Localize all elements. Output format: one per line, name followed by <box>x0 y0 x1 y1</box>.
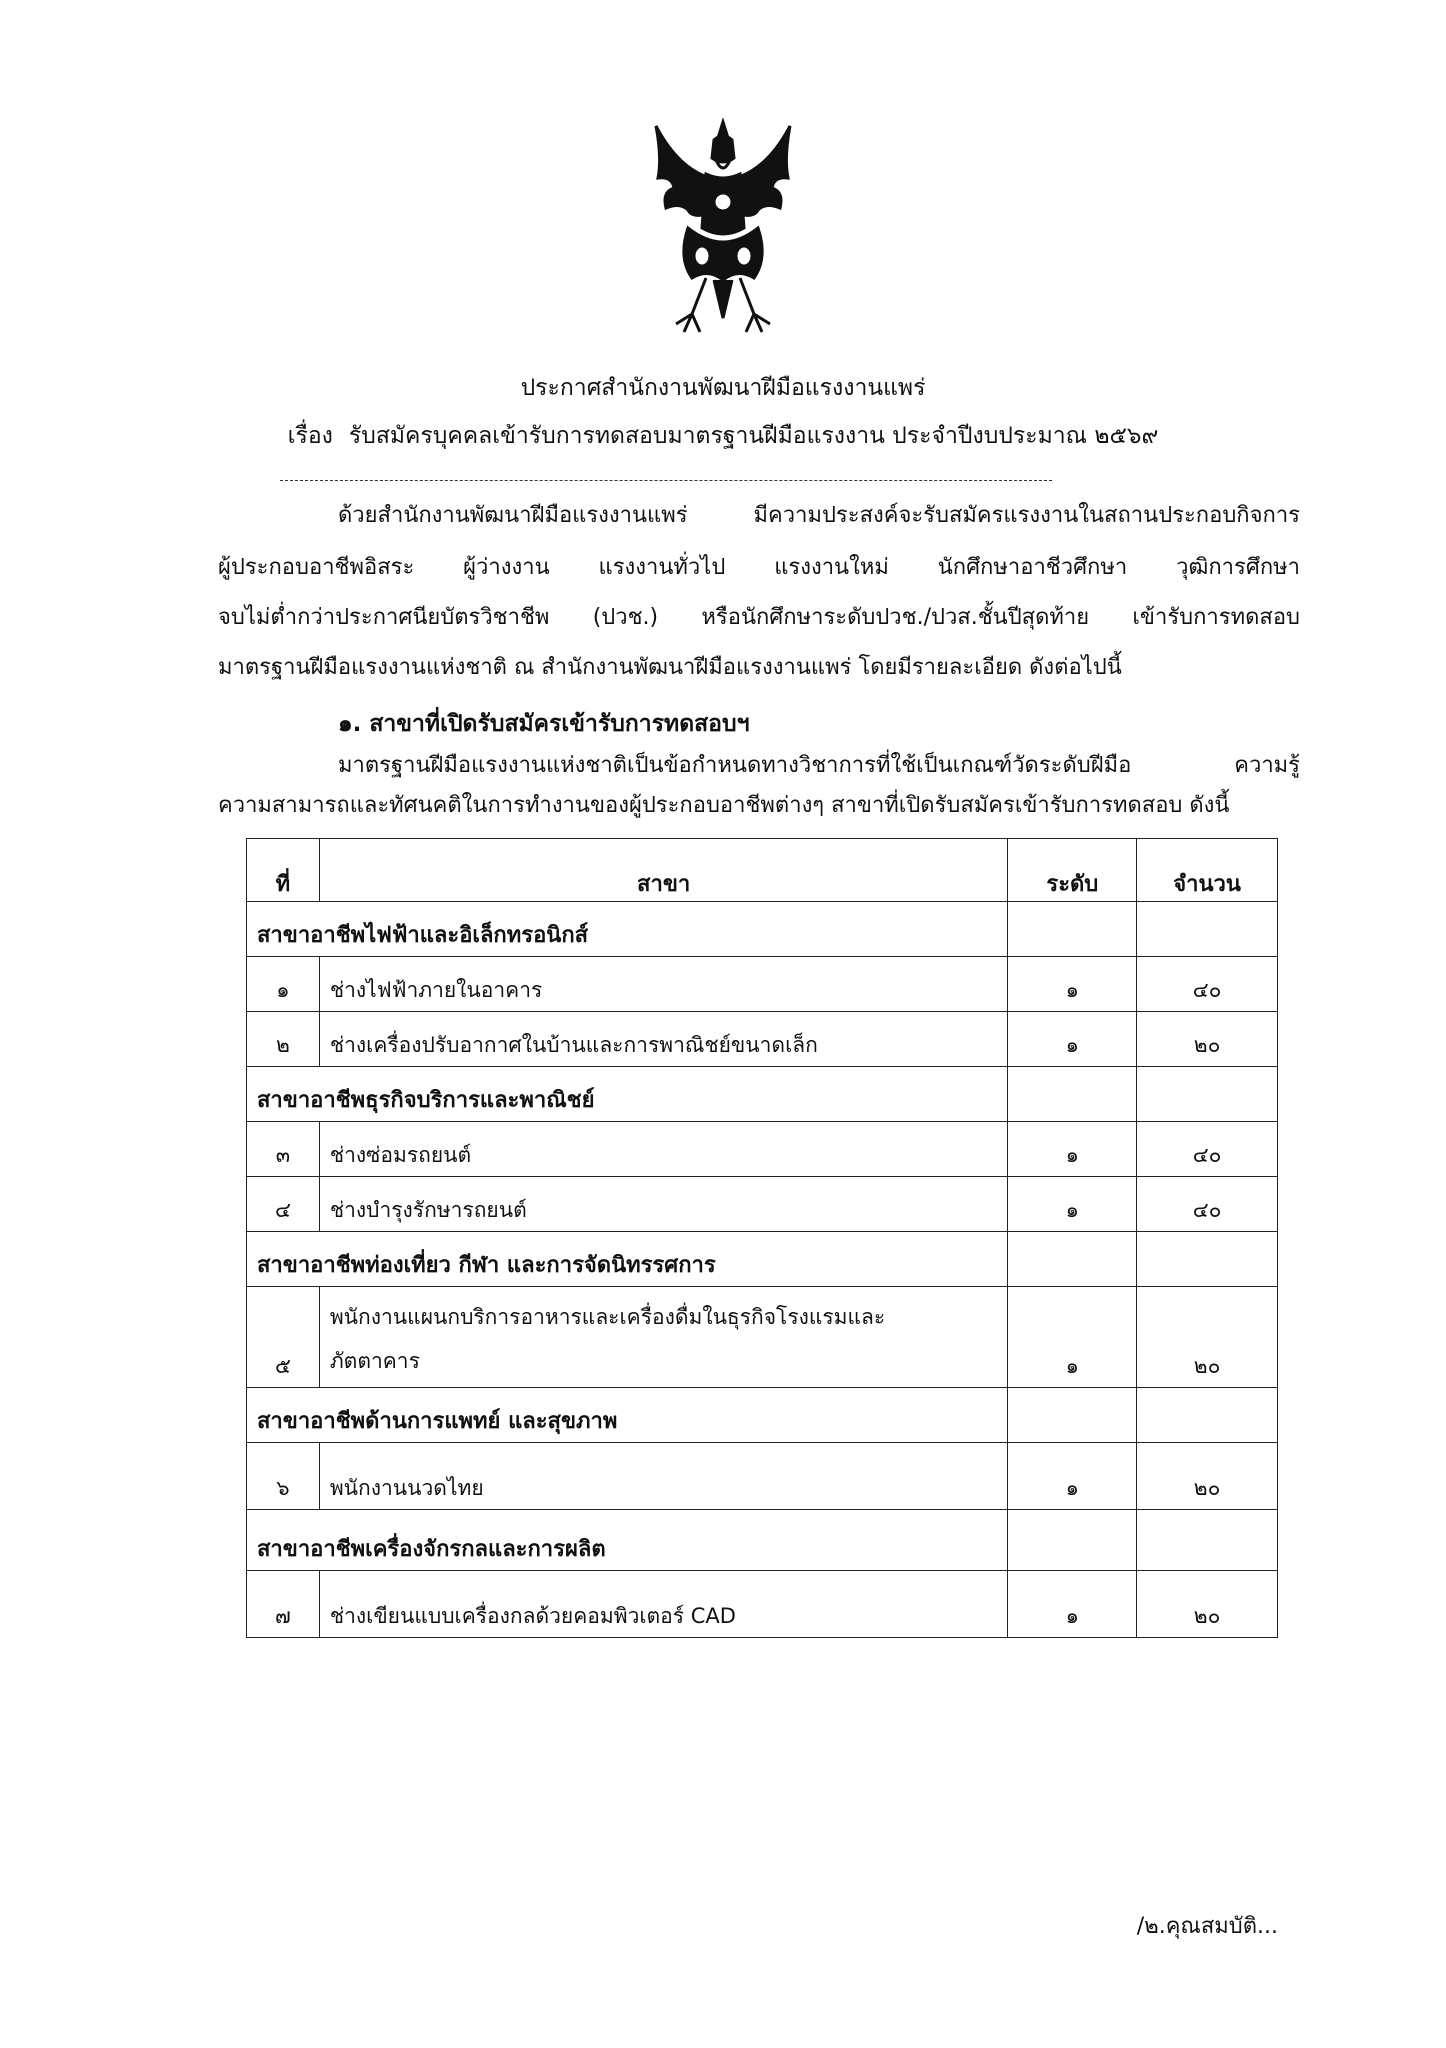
row-no: ๑ <box>247 957 320 1012</box>
row-level: ๑ <box>1008 1443 1137 1510</box>
announcement-title: ประกาศสำนักงานพัฒนาฝีมือแรงงานแพร่ <box>520 375 926 401</box>
row-count: ๔๐ <box>1137 1177 1278 1232</box>
group-level-cell <box>1008 1232 1137 1287</box>
row-level: ๑ <box>1008 1012 1137 1067</box>
row-no: ๗ <box>247 1571 320 1638</box>
branch-table <box>246 838 1278 1638</box>
group-level-cell <box>1008 1510 1137 1571</box>
group-level-cell <box>1008 1067 1137 1122</box>
row-count: ๔๐ <box>1137 1122 1278 1177</box>
subject-text: รับสมัครบุคคลเข้ารับการทดสอบมาตรฐานฝีมือแรงงาน ประจำปีงบประมาณ ๒๕๖๙ <box>348 423 1159 449</box>
section-1-line-2: ความสามารถและทัศนคติในการทำงานของผู้ประกอบอาชีพต่างๆ สาขาที่เปิดรับสมัครเข้ารับการทดสอบ ดังนี้ <box>218 793 1230 818</box>
row-level: ๑ <box>1008 957 1137 1012</box>
row-no: ๖ <box>247 1443 320 1510</box>
header-count: จำนวน <box>1137 839 1278 902</box>
table-row <box>247 957 1278 1012</box>
group-name: สาขาอาชีพด้านการแพทย์ และสุขภาพ <box>247 1388 1008 1443</box>
table-row <box>247 1287 1278 1388</box>
title-divider <box>280 480 1052 481</box>
row-level: ๑ <box>1008 1571 1137 1638</box>
row-branch-line-2: ภัตตาคาร <box>329 1349 420 1373</box>
header-branch: สาขา <box>319 839 1008 902</box>
group-name: สาขาอาชีพเครื่องจักรกลและการผลิต <box>247 1510 1008 1571</box>
section-1-line-1: มาตรฐานฝีมือแรงงานแห่งชาติเป็นข้อกำหนดทางวิชาการที่ใช้เป็นเกณฑ์วัดระดับฝีมือ ความรู้ <box>338 753 1300 778</box>
row-count: ๒๐ <box>1137 1571 1278 1638</box>
table-group-row <box>247 1232 1278 1287</box>
table-row <box>247 1443 1278 1510</box>
table-group-row <box>247 1067 1278 1122</box>
intro-line-4: มาตรฐานฝีมือแรงงานแห่งชาติ ณ สำนักงานพัฒนาฝีมือแรงงานแพร่ โดยมีรายละเอียด ดังต่อไปนี้ <box>218 655 1122 680</box>
table-row <box>247 1571 1278 1638</box>
group-count-cell <box>1137 1232 1278 1287</box>
garuda-emblem-icon <box>648 118 798 336</box>
row-no: ๕ <box>247 1287 320 1388</box>
table-group-row <box>247 1388 1278 1443</box>
row-no: ๒ <box>247 1012 320 1067</box>
row-branch: ช่างบำรุงรักษารถยนต์ <box>319 1177 1008 1232</box>
row-level: ๑ <box>1008 1122 1137 1177</box>
row-level: ๑ <box>1008 1177 1137 1232</box>
group-level-cell <box>1008 902 1137 957</box>
page-continuation: /๒.คุณสมบัติ... <box>1136 1914 1278 1939</box>
group-name: สาขาอาชีพธุรกิจบริการและพาณิชย์ <box>247 1067 1008 1122</box>
row-count: ๒๐ <box>1137 1287 1278 1388</box>
row-branch: ช่างไฟฟ้าภายในอาคาร <box>319 957 1008 1012</box>
row-count: ๔๐ <box>1137 957 1278 1012</box>
table-group-row <box>247 902 1278 957</box>
row-branch: ช่างซ่อมรถยนต์ <box>319 1122 1008 1177</box>
intro-line-1: ด้วยสำนักงานพัฒนาฝีมือแรงงานแพร่ มีความประสงค์จะรับสมัครแรงงานในสถานประกอบกิจการ <box>338 503 1300 528</box>
header-no: ที่ <box>247 839 320 902</box>
row-level: ๑ <box>1008 1287 1137 1388</box>
row-no: ๔ <box>247 1177 320 1232</box>
group-name: สาขาอาชีพไฟฟ้าและอิเล็กทรอนิกส์ <box>247 902 1008 957</box>
intro-line-2: ผู้ประกอบอาชีพอิสระ ผู้ว่างงาน แรงงานทั่วไป แรงงานใหม่ นักศึกษาอาชีวศึกษา วุฒิการศึกษา <box>218 555 1300 580</box>
table-row <box>247 1012 1278 1067</box>
table-group-row <box>247 1510 1278 1571</box>
row-branch-line-1: พนักงานแผนกบริการอาหารและเครื่องดื่มในธุรกิจโรงแรมและ <box>329 1305 886 1329</box>
row-count: ๒๐ <box>1137 1012 1278 1067</box>
table-header-row <box>247 839 1278 902</box>
group-count-cell <box>1137 1388 1278 1443</box>
group-name: สาขาอาชีพท่องเที่ยว กีฬา และการจัดนิทรรศการ <box>247 1232 1008 1287</box>
header-level: ระดับ <box>1008 839 1137 902</box>
row-branch: พนักงานนวดไทย <box>319 1443 1008 1510</box>
row-no: ๓ <box>247 1122 320 1177</box>
announcement-subject <box>0 420 1446 452</box>
row-branch: ช่างเครื่องปรับอากาศในบ้านและการพาณิชย์ขนาดเล็ก <box>319 1012 1008 1067</box>
group-level-cell <box>1008 1388 1137 1443</box>
row-count: ๒๐ <box>1137 1443 1278 1510</box>
table-row <box>247 1177 1278 1232</box>
group-count-cell <box>1137 1510 1278 1571</box>
group-count-cell <box>1137 1067 1278 1122</box>
row-branch <box>319 1287 1008 1388</box>
row-branch: ช่างเขียนแบบเครื่องกลด้วยคอมพิวเตอร์ CAD <box>319 1571 1008 1638</box>
table-row <box>247 1122 1278 1177</box>
group-count-cell <box>1137 902 1278 957</box>
section-1-heading: ๑. สาขาที่เปิดรับสมัครเข้ารับการทดสอบฯ <box>338 711 750 737</box>
subject-label: เรื่อง <box>287 423 333 449</box>
intro-line-3: จบไม่ต่ำกว่าประกาศนียบัตรวิชาชีพ (ปวช.) หรือนักศึกษาระดับปวช./ปวส.ชั้นปีสุดท้าย เข้ารับการทดสอบ <box>218 605 1300 630</box>
